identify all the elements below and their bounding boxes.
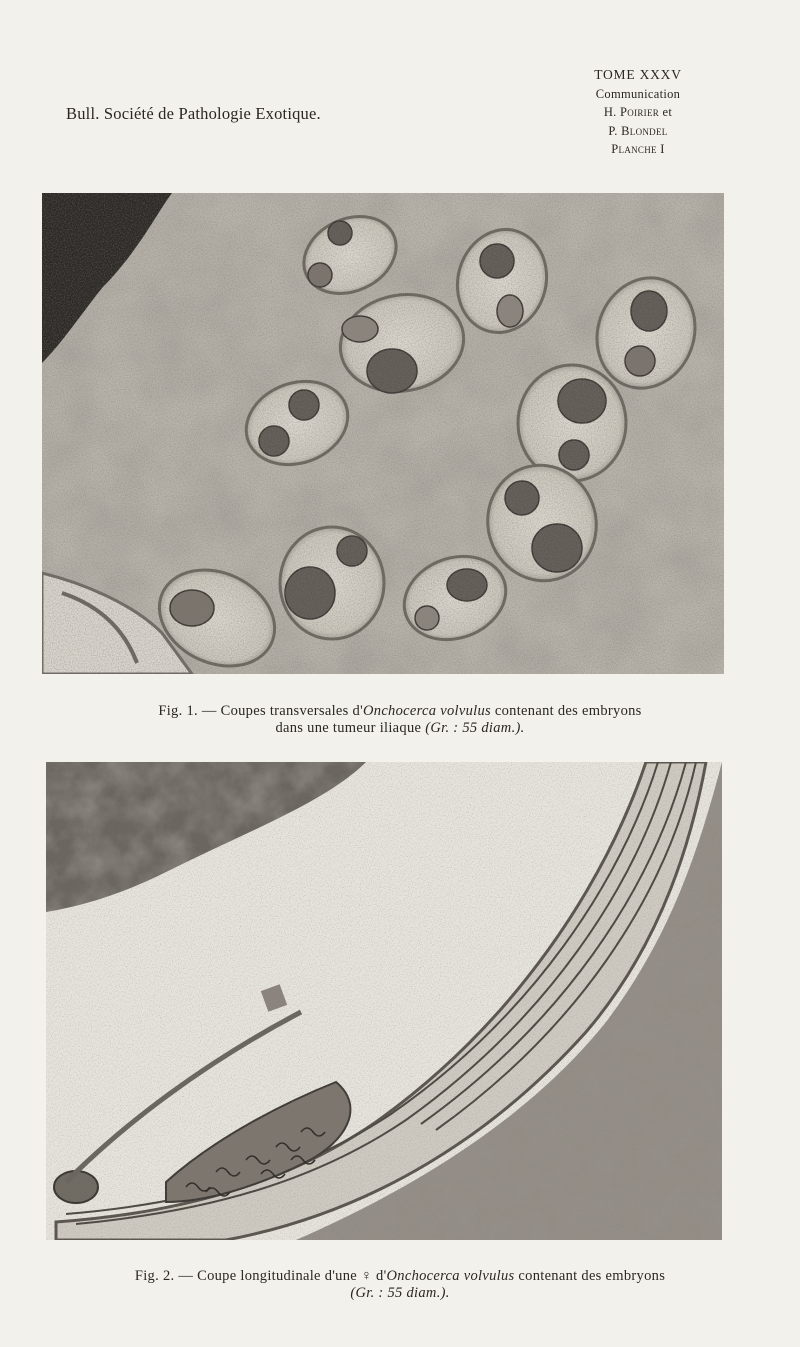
author-connector: et bbox=[662, 105, 673, 119]
figure-1-species: Onchocerca volvulus bbox=[363, 703, 491, 719]
figure-2-image bbox=[46, 762, 722, 1240]
journal-title: Bull. Société de Pathologie Exotique. bbox=[66, 104, 321, 123]
figure-2-micrograph bbox=[46, 762, 722, 1240]
figure-2-caption-line-1 bbox=[30, 1268, 770, 1285]
figure-1-caption bbox=[60, 703, 740, 737]
author-1: H. Poirier bbox=[603, 105, 660, 119]
figure-2-caption-end: contenant des embryons bbox=[514, 1268, 666, 1284]
figure-2-caption bbox=[30, 1268, 770, 1302]
figure-1-caption-end: contenant des embryons bbox=[490, 703, 642, 719]
authors-line bbox=[578, 103, 698, 122]
tome-number: TOME XXXV bbox=[594, 67, 682, 82]
figure-2-magnification: (Gr. : 55 diam.). bbox=[350, 1285, 450, 1301]
figure-1-magnification: (Gr. : 55 diam.). bbox=[425, 720, 525, 736]
figure-2-species: Onchocerca volvulus bbox=[386, 1268, 515, 1284]
figure-1-caption-text: Coupes transversales d' bbox=[220, 703, 363, 719]
figure-1-label: Fig. 1. — bbox=[158, 703, 217, 719]
figure-1-caption-line-2 bbox=[60, 720, 740, 737]
figure-1-caption-location: dans une tumeur iliaque bbox=[275, 720, 422, 736]
figure-2-caption-text: Coupe longitudinale d'une ♀ d' bbox=[197, 1268, 387, 1284]
author-2: P. Blondel bbox=[608, 123, 668, 138]
section-label: Communication bbox=[595, 86, 681, 101]
plate-label: Planche I bbox=[611, 142, 665, 156]
figure-2-label: Fig. 2. — bbox=[134, 1268, 194, 1284]
figure-1-micrograph bbox=[42, 193, 724, 674]
figure-1-image bbox=[42, 193, 724, 674]
plate-info bbox=[578, 66, 698, 159]
figure-2-caption-line-2 bbox=[30, 1285, 770, 1302]
figure-1-caption-line-1 bbox=[60, 703, 740, 720]
